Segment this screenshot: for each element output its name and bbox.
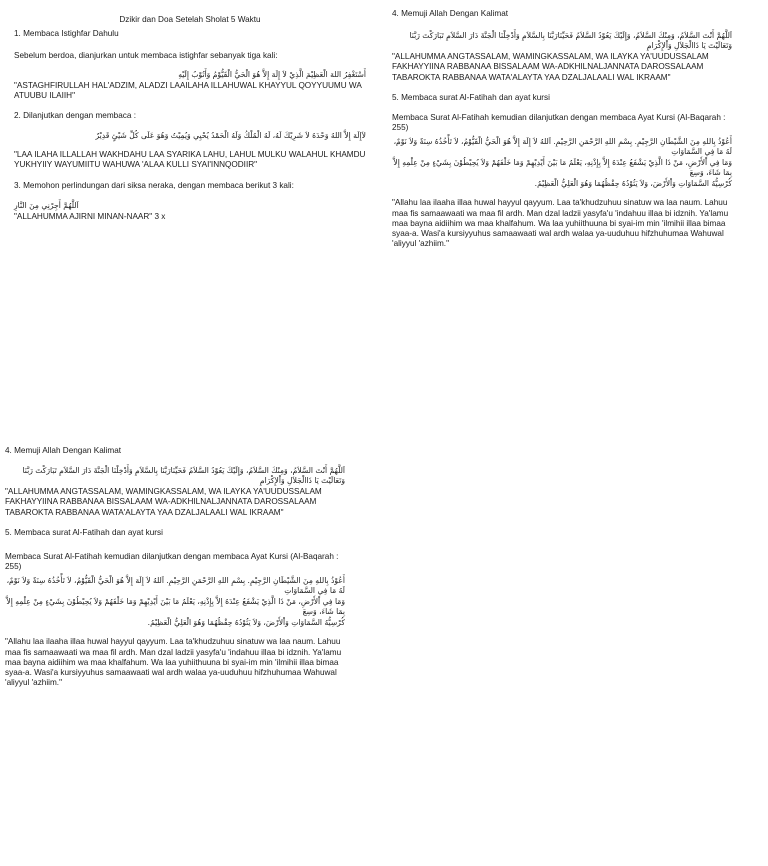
section-intro: Membaca Surat Al-Fatihah kemudian dilanjutkan dengan membaca Ayat Kursi (Al-Baqarah : 255): [392, 113, 726, 133]
latin-transliteration: "ALLAHUMMA AJIRNI MINAN-NAAR" 3 x: [14, 211, 166, 221]
section-intro: Membaca Surat Al-Fatihah kemudian dilanjutkan dengan membaca Ayat Kursi (Al-Baqarah : 255): [5, 552, 339, 572]
section-memuji-allah: [392, 9, 732, 83]
section-memuji-allah: [5, 446, 345, 518]
arabic-text: وَمَا فِي اْلأَرْضِ، مَنْ ذَا الَّذِيْ يَشْفَعُ عِنْدَهُ إِلاَّ بِإِذْنِهِ، يَعْلَمُ مَا بَيْنَ أَيْدِيْهِمْ وَمَا خَلْفَهُمْ وَلاَ يُحِيْطُوْنَ بِشَيْءٍ مِنْ عِلْمِهِ إِلاَّ بِمَا شَاءَ، وَسِعَ: [393, 158, 732, 178]
latin-transliteration: "LAA ILAHA ILLALLAH WAKHDAHU LAA SYARIKA LAHU, LAHUL MULKU WALAHUL KHAMDU YUKHYIIY WAYUMIITU WAHUWA 'ALAA KULLI SYAI'INNQODIIR": [14, 150, 366, 170]
arabic-text: أَعُوْذُ بِاللهِ مِنَ الشَّيْطَانِ الرَّجِيْمِ. بِسْمِ اللهِ الرَّحْمَنِ الرَّحِيْمِ. اَللهُ لاَ إِلَهَ إِلاَّ هُوَ الْحَيُّ الْقَيُّوْمُ، لاَ تَأْخُذُهُ سِنَةٌ وَلاَ نَوْمٌ، لَهُ مَا فِي السَّمَاوَاتِ: [393, 137, 732, 157]
latin-transliteration: "ASTAGHFIRULLAH HAL'ADZIM, ALADZI LAAILAHA ILLAHUWAL KHAYYUL QOYYUUMU WA ATUUBU ILAIIH": [14, 80, 362, 100]
left-column: [14, 15, 366, 232]
latin-transliteration: "Allahu laa ilaaha illaa huwal hayyul qayyum. Laa ta'khudzuhuu sinatuw wa laa naum. Lahuu maa fis samaawaati wa maa fil ardh. Man dzal ladzii yasyfa'u 'indahuu illaa bi idznih. Ya'lamu maa bayna aidiihim wa maa khalfahum. Wa laa yuhiithuuna bi syai-im min 'ilmihii illaa bimaa syaa-a. Wasi'a kursiyyuhus samaawaati wal ardh walaa ya-uuduhuu hifzhuhumaa Wahuwal 'aliyyul 'azhiim.": [5, 637, 342, 688]
latin-transliteration: "ALLAHUMMA ANGTASSALAM, WAMINGKASSALAM, WA ILAYKA YA'UUDUSSALAM FAKHAYYIINA RABBANAA BISSALAAM WA-ADKHILNALJANNATA DAROSSALAAM TABAROKTA RABBANAA WATA'ALAYTA YAA DZALJALAALI WAL IKRAAM": [5, 487, 322, 517]
arabic-text: اَللَّهُمَّ أَجِرْنِي مِنَ النَّارِ: [14, 200, 79, 210]
section-heading: 5. Membaca surat Al-Fatihah dan ayat kursi: [392, 92, 550, 102]
arabic-text: أَسْتَغْفِرُ اللهَ الْعَظِيْمَ الَّذِيْ لاَ إِلَهَ إِلاَّ هُوَ الْحَيُّ الْقَيُّوْمُ وَأَتُوْبُ إِلَيْهِ: [178, 69, 366, 79]
section-heading: 5. Membaca surat Al-Fatihah dan ayat kursi: [5, 527, 163, 537]
arabic-text: وَمَا فِي اْلأَرْضِ، مَنْ ذَا الَّذِيْ يَشْفَعُ عِنْدَهُ إِلاَّ بِإِذْنِهِ، يَعْلَمُ مَا بَيْنَ أَيْدِيْهِمْ وَمَا خَلْفَهُمْ وَلاَ يُحِيْطُوْنَ بِشَيْءٍ مِنْ عِلْمِهِ إِلاَّ بِمَا شَاءَ، وَسِعَ: [6, 597, 345, 617]
document-title: Dzikir dan Doa Setelah Sholat 5 Waktu: [119, 15, 261, 24]
section-istighfar: [14, 29, 366, 101]
arabic-text: كُرْسِيُّهُ السَّمَاوَاتِ وَاْلأَرْضَ، وَلاَ يَئُوْدُهُ حِفْظُهُمَا وَهُوَ الْعَلِيُّ الْعَظِيْمُ.: [147, 618, 345, 628]
arabic-text: أَعُوْذُ بِاللهِ مِنَ الشَّيْطَانِ الرَّجِيْمِ. بِسْمِ اللهِ الرَّحْمَنِ الرَّحِيْمِ. اَللهُ لاَ إِلَهَ إِلاَّ هُوَ الْحَيُّ الْقَيُّوْمُ، لاَ تَأْخُذُهُ سِنَةٌ وَلاَ نَوْمٌ، لَهُ مَا فِي السَّمَاوَاتِ: [6, 576, 345, 596]
section-heading: 4. Memuji Allah Dengan Kalimat: [392, 9, 509, 18]
arabic-text: لاَإِلَهَ إِلاَّ اللهُ وَحْدَهُ لاَ شَرِيْكَ لَهُ، لَهُ الْمُلْكُ وَلَهُ الْحَمْدُ يُحْيِي وَيُمِيْتُ وَهُوَ عَلَى كُلِّ شَيْئٍ قَدِيْرٌ: [95, 131, 366, 141]
section-fatihah-kursi: [392, 93, 732, 250]
lower-left-column: [5, 446, 345, 698]
right-column: [392, 9, 732, 259]
section-heading: 3. Memohon perlindungan dari siksa neraka, dengan membaca berikut 3 kali:: [14, 180, 294, 190]
section-heading: 1. Membaca Istighfar Dahulu: [14, 29, 119, 39]
arabic-text: كُرْسِيُّهُ السَّمَاوَاتِ وَاْلأَرْضَ، وَلاَ يَئُوْدُهُ حِفْظُهُمَا وَهُوَ الْعَلِيُّ الْعَظِيْمُ.: [534, 179, 732, 189]
section-intro: Sebelum berdoa, dianjurkan untuk membaca istighfar sebanyak tiga kali:: [14, 51, 278, 61]
arabic-text: اَللَّهُمَّ أَنْتَ السَّلاَمُ، وَمِنْكَ السَّلاَمُ، وَإِلَيْكَ يَعُوْدُ السَّلاَمُ فَحَيِّنَارَبَّنَا بِالسَّلاَمِ وَأَدْخِلْنَا الْجَنَّةَ دَارَ السَّلاَمِ تَبَارَكْتَ رَبَّنَا وَتَعَالَيْتَ يَا ذَاالْجَلاَلِ وَاْلإِكْرَامِ: [409, 31, 732, 51]
arabic-text: اَللَّهُمَّ أَنْتَ السَّلاَمُ، وَمِنْكَ السَّلاَمُ، وَإِلَيْكَ يَعُوْدُ السَّلاَمُ فَحَيِّنَارَبَّنَا بِالسَّلاَمِ وَأَدْخِلْنَا الْجَنَّةَ دَارَ السَّلاَمِ تَبَارَكْتَ رَبَّنَا وَتَعَالَيْتَ يَا ذَاالْجَلاَلِ وَاْلإِكْرَامِ: [22, 466, 345, 486]
section-tahlil: [14, 111, 366, 171]
section-heading: 4. Memuji Allah Dengan Kalimat: [5, 446, 122, 455]
section-heading: 2. Dilanjutkan dengan membaca :: [14, 111, 136, 121]
latin-transliteration: "ALLAHUMMA ANGTASSALAM, WAMINGKASSALAM, WA ILAYKA YA'UUDUSSALAM FAKHAYYIINA RABBANAA BISSALAAM WA-ADKHILNALJANNATA DAROSSALAAM TABAROKTA RABBANAA WATA'ALAYTA YAA DZALJALAALI WAL IKRAAM": [392, 52, 709, 82]
section-fatihah-kursi: [5, 528, 345, 689]
section-perlindungan: [14, 181, 366, 222]
latin-transliteration: "Allahu laa ilaaha illaa huwal hayyul qayyum. Laa ta'khudzuhuu sinatuw wa laa naum. Lahuu maa fis samaawaati wa maa fil ardh. Man dzal ladzii yasyfa'u 'indahuu illaa bi idznih. Ya'lamu maa bayna aidiihim wa maa khalfahum. Wa laa yuhiithuuna bi syai-im min 'ilmihii illaa bimaa syaa-a. Wasi'a kursiyyuhus samaawaati wal ardh walaa ya-uuduhuu hifzhuhumaa Wahuwal 'aliyyul 'azhiim.": [392, 198, 729, 249]
